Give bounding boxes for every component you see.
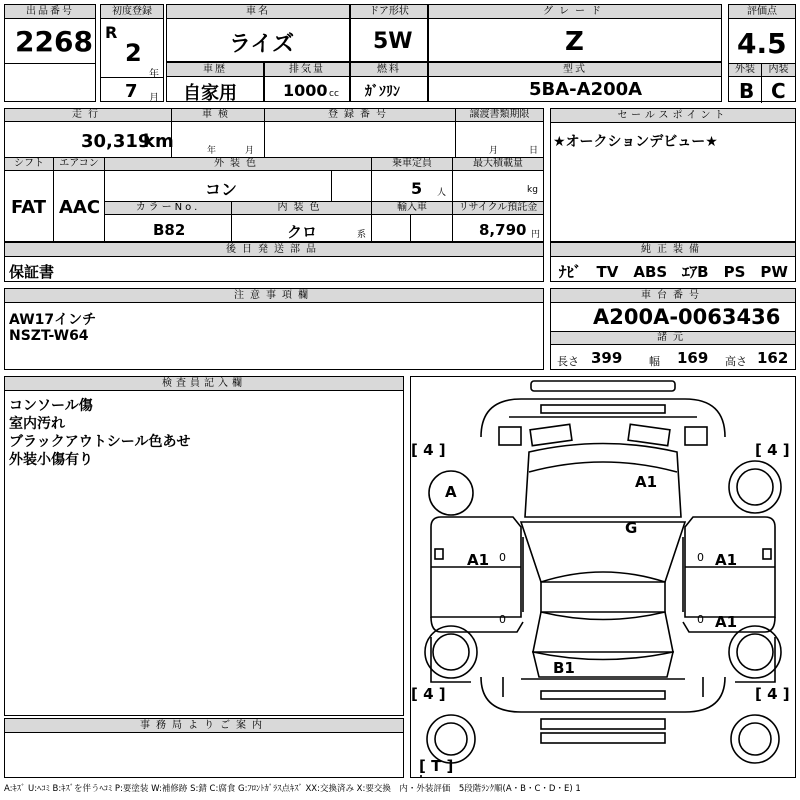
- load-unit: kg: [527, 185, 538, 195]
- inspector-line-2: 室内汚れ: [9, 416, 65, 432]
- year-unit: 年: [149, 69, 159, 80]
- score-box: [728, 4, 796, 102]
- zero-right-1: 0: [697, 551, 704, 564]
- tire-front-right: [ 4 ]: [755, 441, 790, 459]
- transfer-day-unit: 日: [529, 146, 539, 156]
- insp-month-unit: 月: [245, 146, 255, 156]
- later-parts: 保証書: [9, 263, 55, 281]
- notes-box: [4, 288, 544, 370]
- notes-line-2: NSZT-W64: [9, 328, 89, 344]
- chassis-number: A200A-0063436: [593, 305, 781, 329]
- tire-spare: [ T ]: [419, 757, 454, 775]
- car-name-box: [166, 4, 350, 62]
- door-box: [350, 4, 428, 62]
- color-label: 外装色: [104, 157, 372, 171]
- mark-g-windshield: G: [625, 519, 638, 537]
- exterior-label: 外装: [728, 63, 762, 77]
- sales-point-box: [550, 108, 796, 242]
- history-label: 車歴: [167, 63, 263, 77]
- equipment-label: 純正装備: [551, 243, 795, 257]
- tire-front-left: [ 4 ]: [411, 441, 446, 459]
- tire-rear-right: [ 4 ]: [755, 685, 790, 703]
- shift-label: シフト: [4, 157, 54, 171]
- notes-label: 注意事項欄: [5, 289, 543, 303]
- ac: AAC: [59, 197, 101, 218]
- first-reg-box: [100, 4, 164, 102]
- car-name-label: 車名: [167, 5, 349, 19]
- zero-left-2: 0: [499, 613, 506, 626]
- colorno-label: カラーNo.: [104, 201, 232, 215]
- spec-label: 諸元: [550, 331, 796, 345]
- door-type: 5W: [373, 29, 413, 54]
- history-box: [166, 62, 264, 102]
- office-box: [4, 718, 404, 778]
- exterior-grade: B: [739, 79, 755, 103]
- model-box: [428, 62, 722, 102]
- capacity: 5: [411, 179, 423, 198]
- displacement: 1000: [283, 81, 328, 100]
- month-unit: 月: [149, 93, 159, 104]
- recycle-label: リサイクル預託金: [452, 201, 544, 215]
- notes-line-1: AW17インチ: [9, 312, 97, 328]
- history: 自家用: [183, 83, 237, 104]
- equipment-box: [550, 242, 796, 282]
- recycle-unit: 円: [531, 230, 541, 240]
- lot-number: 2268: [15, 25, 93, 58]
- model-label: 型式: [429, 63, 721, 77]
- inspector-label: 検査員記入欄: [5, 377, 403, 391]
- import-label: 輸入車: [371, 201, 453, 215]
- sales-point-label: セールスポイント: [551, 109, 795, 123]
- mark-b1-trunk: B1: [553, 659, 575, 677]
- load-label: 最大積載量: [452, 157, 544, 171]
- sales-point-text: ★オークションデビュー★: [553, 134, 718, 150]
- mark-a-front-left: A: [445, 483, 457, 501]
- later-parts-label: 後日発送部品: [5, 243, 543, 257]
- inspector-line-4: 外装小傷有り: [9, 452, 93, 468]
- reg-month: 7: [125, 81, 138, 102]
- zero-left-1: 0: [499, 551, 506, 564]
- width: 169: [677, 349, 709, 367]
- door-label: ドア形状: [351, 5, 427, 19]
- exterior-color: コン: [205, 180, 238, 199]
- transfer-label: 譲渡書類期限: [455, 108, 544, 122]
- intcolor-label: 内装色: [231, 201, 372, 215]
- mark-a1-hood: A1: [635, 473, 658, 491]
- height: 162: [757, 349, 789, 367]
- tire-rear-left: [ 4 ]: [411, 685, 446, 703]
- legend: A:ｷｽﾞ U:ﾍｺﾐ B:ｷｽﾞを伴うﾍｺﾐ P:要塗装 W:補修跡 S:錆 C:腐食 G:ﾌﾛﾝﾄｶﾞﾗｽ点ｷｽﾞ XX:交換済み X:要交換 内・外装評価 5段階ﾗﾝｸ順(A・B・C・D・E) 1: [4, 784, 581, 794]
- color-number: B82: [153, 221, 186, 239]
- fuel-label: 燃料: [351, 63, 427, 77]
- inspector-box: [4, 376, 404, 716]
- grade: Z: [565, 27, 584, 57]
- height-label: 高さ: [725, 355, 747, 368]
- inspector-line-3: ブラックアウトシール色あせ: [9, 434, 191, 450]
- interior-label: 内装: [761, 63, 796, 77]
- era: R: [105, 23, 118, 42]
- insp-year-unit: 年: [207, 146, 217, 156]
- score-label: 評価点: [729, 5, 795, 19]
- mark-a1-left-door: A1: [467, 551, 490, 569]
- lot-box: [4, 4, 96, 102]
- fuel: ｶﾞｿﾘﾝ: [365, 84, 400, 100]
- first-reg-label: 初度登録: [101, 5, 163, 19]
- displacement-unit: cc: [329, 89, 339, 99]
- chassis-label: 車台番号: [551, 289, 795, 303]
- fuel-box: [350, 62, 428, 102]
- displacement-box: [264, 62, 350, 102]
- length-label: 長さ: [557, 355, 579, 368]
- later-parts-box: [4, 242, 544, 282]
- zero-right-2: 0: [697, 613, 704, 626]
- score: 4.5: [737, 27, 787, 60]
- chassis-box: [550, 288, 796, 370]
- grade-label: グレード: [429, 5, 721, 19]
- inspector-line-1: コンソール傷: [9, 398, 93, 414]
- length: 399: [591, 349, 623, 367]
- interior-color-unit: 系: [357, 230, 367, 240]
- inspection-label: 車検: [171, 108, 265, 122]
- model-code: 5BA-A200A: [529, 79, 643, 100]
- shift: FAT: [11, 197, 47, 218]
- car-name: ライズ: [229, 32, 295, 57]
- car-outline: [411, 377, 795, 777]
- lot-label: 出品番号: [5, 5, 95, 19]
- mileage-label: 走行: [4, 108, 172, 122]
- capacity-label: 乗車定員: [371, 157, 453, 171]
- mark-a1-right-rear: A1: [715, 613, 738, 631]
- mileage-unit: km: [143, 131, 174, 152]
- interior-grade: C: [771, 79, 786, 103]
- office-label: 事務局よりご案内: [5, 719, 403, 733]
- recycle-fee: 8,790: [479, 221, 527, 239]
- grade-box: [428, 4, 722, 62]
- car-diagram: [410, 376, 796, 778]
- width-label: 幅: [649, 355, 660, 368]
- mileage: 30,319: [81, 131, 151, 152]
- equipment: ﾅﾋﾞ TV ABS ｴｱB PS PW: [559, 263, 788, 281]
- regno-label: 登録番号: [264, 108, 456, 122]
- displacement-label: 排気量: [265, 63, 349, 77]
- mark-a1-right-door: A1: [715, 551, 738, 569]
- capacity-unit: 人: [437, 188, 447, 198]
- transfer-month-unit: 月: [489, 146, 499, 156]
- ac-label: エアコン: [53, 157, 105, 171]
- spec-box: [4, 108, 544, 242]
- reg-year: 2: [125, 39, 142, 67]
- interior-color: クロ: [287, 223, 318, 241]
